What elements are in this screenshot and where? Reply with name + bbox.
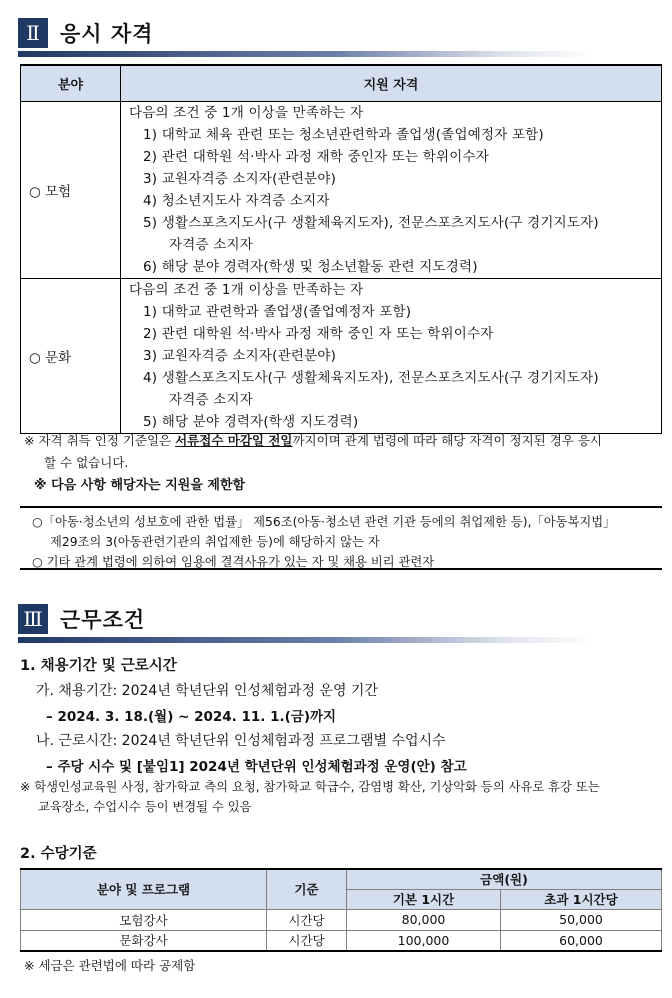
schedule-change-note-line2: 교육장소, 수업시수 등이 변경될 수 있음 xyxy=(38,800,252,814)
schedule-change-note: ※ 학생인성교육원 사정, 참가학교 측의 요청, 참가학교 학급수, 감염병 확산, 기상악화 등의 사유로 휴강 또는 xyxy=(20,780,600,794)
restriction-box xyxy=(20,506,662,570)
list-item: 1) 대학교 관련학과 졸업생(졸업예정자 포함) xyxy=(143,303,412,320)
note-text: ※ 자격 취득 인정 기준일은 xyxy=(24,433,176,448)
list-item: 다음의 조건 중 1개 이상을 만족하는 자 xyxy=(129,104,364,121)
basis-cell: 시간당 xyxy=(267,909,347,930)
table-header-row xyxy=(21,869,662,889)
employment-period-dates: – 2024. 3. 18.(월) ~ 2024. 11. 1.(금)까지 xyxy=(46,709,337,725)
restriction-item: ○ 기타 관계 법령에 의하여 임용에 결격사유가 있는 자 및 채용 비리 관련자 xyxy=(32,555,435,569)
list-item: 5) 해당 분야 경력자(학생 지도경력) xyxy=(143,413,359,430)
table-row xyxy=(21,278,662,433)
qualification-note-line2: 할 수 없습니다. xyxy=(44,455,129,470)
column-header-field: 분야 xyxy=(21,65,121,101)
note-emphasis: 서류접수 마감일 전일 xyxy=(175,433,293,448)
section-2-divider xyxy=(18,51,594,57)
table-row xyxy=(21,909,662,930)
section-2-number: Ⅱ xyxy=(18,18,48,48)
list-item: 2) 관련 대학원 석·박사 과정 재학 중인자 또는 학위이수자 xyxy=(143,148,489,165)
list-item: 5) 생활스포츠지도사(구 생활체육지도자), 전문스포츠지도사(구 경기지도자) xyxy=(143,214,599,231)
section-3-divider xyxy=(18,637,594,643)
program-cell: 모험강사 xyxy=(21,909,267,930)
restriction-item: ○「아동·청소년의 성보호에 관한 법률」 제56조(아동·청소년 관련 기관 등에의 취업제한 등),「아동복지법」 xyxy=(32,515,616,529)
qualification-note xyxy=(24,430,664,451)
list-item: 4) 생활스포츠지도사(구 생활체육지도자), 전문스포츠지도사(구 경기지도자) xyxy=(143,369,599,386)
program-cell: 문화강사 xyxy=(21,930,267,951)
table-row xyxy=(21,101,662,278)
qualification-list-adventure xyxy=(121,101,662,278)
employment-period: 가. 채용기간: 2024년 학년단위 인성체험과정 운영 기간 xyxy=(36,683,378,699)
list-item: 다음의 조건 중 1개 이상을 만족하는 자 xyxy=(129,281,364,298)
list-item: 자격증 소지자 xyxy=(169,236,253,253)
qualification-table xyxy=(20,64,662,434)
table-row xyxy=(21,930,662,951)
extra-amount-cell: 60,000 xyxy=(501,930,662,951)
tax-note: ※ 세금은 관련법에 따라 공제함 xyxy=(24,958,196,973)
column-header-basis: 기준 xyxy=(267,869,347,909)
restriction-title: ※ 다음 사항 해당자는 지원을 제한함 xyxy=(34,478,246,493)
column-header-base-hour: 기본 1시간 xyxy=(347,889,501,909)
base-amount-cell: 80,000 xyxy=(347,909,501,930)
base-amount-cell: 100,000 xyxy=(347,930,501,951)
list-item: 6) 해당 분야 경력자(학생 및 청소년활동 관련 지도경력) xyxy=(143,258,478,275)
column-header-qualification: 지원 자격 xyxy=(121,65,662,101)
table-header-row xyxy=(21,65,662,101)
category-adventure: ○ 모험 xyxy=(21,101,121,278)
list-item: 자격증 소지자 xyxy=(169,391,253,408)
list-item: 4) 청소년지도사 자격증 소지자 xyxy=(143,192,330,209)
allowance-heading: 2. 수당기준 xyxy=(20,846,97,862)
list-item: 3) 교원자격증 소지자(관련분야) xyxy=(143,170,337,187)
column-header-program: 분야 및 프로그램 xyxy=(21,869,267,909)
list-item: 3) 교원자격증 소지자(관련분야) xyxy=(143,347,337,364)
column-header-extra-hour: 초과 1시간당 xyxy=(501,889,662,909)
list-item: 2) 관련 대학원 석·박사 과정 재학 중인 자 또는 학위이수자 xyxy=(143,325,494,342)
basis-cell: 시간당 xyxy=(267,930,347,951)
qualification-list-culture xyxy=(121,278,662,433)
section-3-header xyxy=(18,604,145,634)
note-text: 까지이며 관계 법령에 따라 해당 자격이 정지된 경우 응시 xyxy=(292,433,602,448)
extra-amount-cell: 50,000 xyxy=(501,909,662,930)
working-hours-detail: – 주당 시수 및 [붙임1] 2024년 학년단위 인성체험과정 운영(안) 참고 xyxy=(46,759,467,775)
employment-period-heading: 1. 채용기간 및 근로시간 xyxy=(20,658,177,674)
list-item: 1) 대학교 체육 관련 또는 청소년관련학과 졸업생(졸업예정자 포함) xyxy=(143,126,544,143)
section-2-title: 응시 자격 xyxy=(60,22,154,46)
section-2-header xyxy=(18,18,153,48)
category-culture: ○ 문화 xyxy=(21,278,121,433)
section-3-number: Ⅲ xyxy=(18,604,48,634)
column-header-amount: 금액(원) xyxy=(347,869,662,889)
section-3-title: 근무조건 xyxy=(60,608,146,632)
working-hours: 나. 근로시간: 2024년 학년단위 인성체험과정 프로그램별 수업시수 xyxy=(36,733,446,749)
restriction-item-continued: 제29조의 3(아동관련기관의 취업제한 등)에 해당하지 않는 자 xyxy=(50,535,380,549)
allowance-table xyxy=(20,868,662,952)
